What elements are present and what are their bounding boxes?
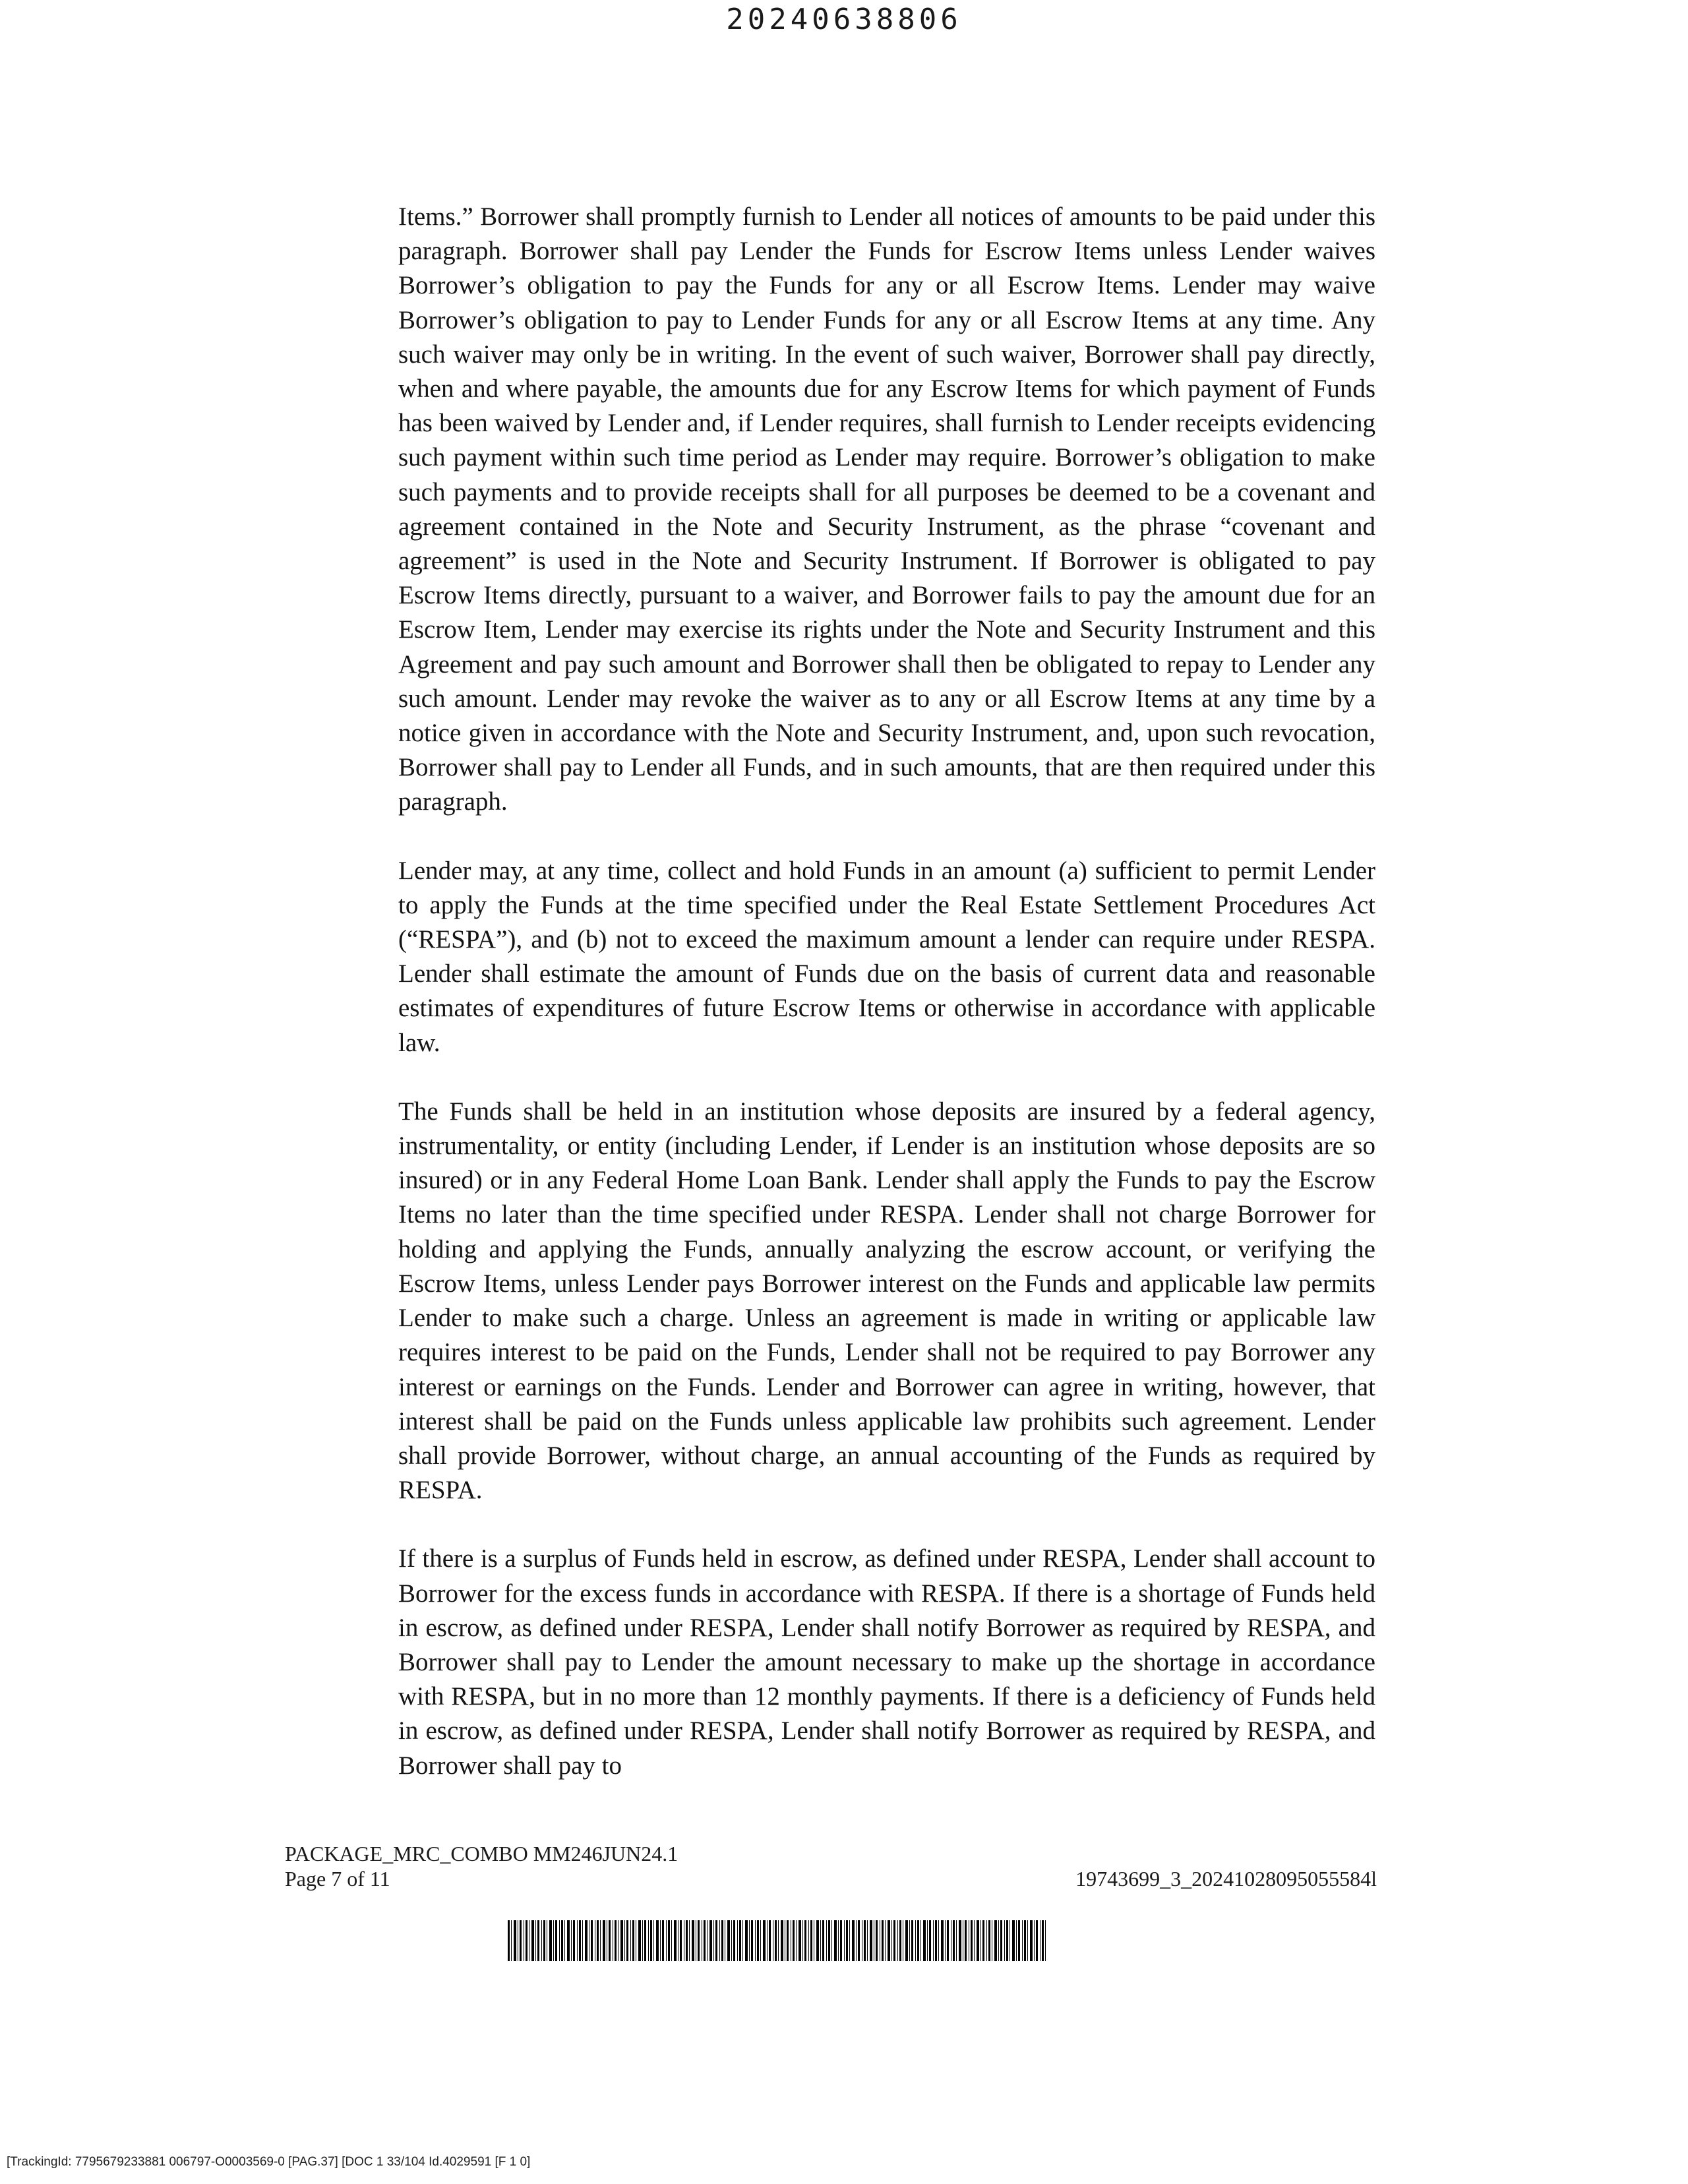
footer-document-id: 19743699_3_20241028095055584l (1075, 1867, 1377, 1891)
paragraph-escrow-waiver: Items.” Borrower shall promptly furnish to Lender all notices of amounts to be paid under this paragraph. Borrower shall pay Lender the Funds for Escrow Items unless Lender waives Borrower’s obligation to pay the Funds for any or all Escrow Items. Lender may waive Borrower’s obligation to pay to Lender Funds for any or all Escrow Items at any time. Any such waiver may only be in writing. In the event of such waiver, Borrower shall pay directly, when and where payable, the amounts due for any Escrow Items for which payment of Funds has been waived by Lender and, if Lender requires, shall furnish to Lender receipts evidencing such payment within such time period as Lender may require. Borrower’s obligation to make such payments and to provide receipts shall for all purposes be deemed to be a covenant and agreement contained in the Note and Security Instrument, as the phrase “covenant and agreement” is used in the Note and Security Instrument. If Borrower is obligated to pay Escrow Items directly, pursuant to a waiver, and Borrower fails to pay the amount due for an Escrow Item, Lender may exercise its rights under the Note and Security Instrument and this Agreement and pay such amount and Borrower shall then be obligated to repay to Lender any such amount. Lender may revoke the waiver as to any or all Escrow Items at any time by a notice given in accordance with the Note and Security Instrument, and, upon such revocation, Borrower shall pay to Lender all Funds, and in such amounts, that are then required under this paragraph. (398, 202, 1375, 816)
page-number: Page 7 of 11 (285, 1867, 390, 1891)
document-body (398, 200, 1375, 1817)
paragraph-funds-collection: Lender may, at any time, collect and hold Funds in an amount (a) sufficient to permit Lender to apply the Funds at the time specified under the Real Estate Settlement Procedures Act (“RESPA”), and (b) not to exceed the maximum amount a lender can require under RESPA. Lender shall estimate the amount of Funds due on the basis of current data and reasonable estimates of expenditures of future Escrow Items or otherwise in accordance with applicable law. (398, 856, 1375, 1057)
recording-document-number: 20240638806 (726, 3, 962, 36)
paragraph-funds-institution: The Funds shall be held in an institution whose deposits are insured by a federal agency, instrumentality, or entity (including Lender, if Lender is an institution whose deposits are so insured) or in any Federal Home Loan Bank. Lender shall apply the Funds to pay the Escrow Items no later than the time specified under RESPA. Lender shall not charge Borrower for holding and applying the Funds, annually analyzing the escrow account, or verifying the Escrow Items, unless Lender pays Borrower interest on the Funds and applicable law permits Lender to make such a charge. Unless an agreement is made in writing or applicable law requires interest to be paid on the Funds, Lender shall not be required to pay Borrower any interest or earnings on the Funds. Lender and Borrower can agree in writing, however, that interest shall be paid on the Funds unless applicable law prohibits such agreement. Lender shall provide Borrower, without charge, an annual accounting of the Funds as required by RESPA. (398, 1097, 1375, 1505)
package-code: PACKAGE_MRC_COMBO MM246JUN24.1 (285, 1842, 678, 1866)
footer-left-block (285, 1841, 678, 1891)
barcode-icon (508, 1920, 1046, 1961)
paragraph-surplus-shortage: If there is a surplus of Funds held in escrow, as defined under RESPA, Lender shall account to Borrower for the excess funds in accordance with RESPA. If there is a shortage of Funds held in escrow, as defined under RESPA, Lender shall notify Borrower as required by RESPA, and Borrower shall pay to Lender the amount necessary to make up the shortage in accordance with RESPA, but in no more than 12 monthly payments. If there is a deficiency of Funds held in escrow, as defined under RESPA, Lender shall notify Borrower as required by RESPA, and Borrower shall pay to (398, 1544, 1375, 1780)
tracking-id-line: [TrackingId: 7795679233881 006797-O0003569-0 [PAG.37] [DOC 1 33/104 Id.4029591 [F 1 0] (7, 2155, 531, 2169)
